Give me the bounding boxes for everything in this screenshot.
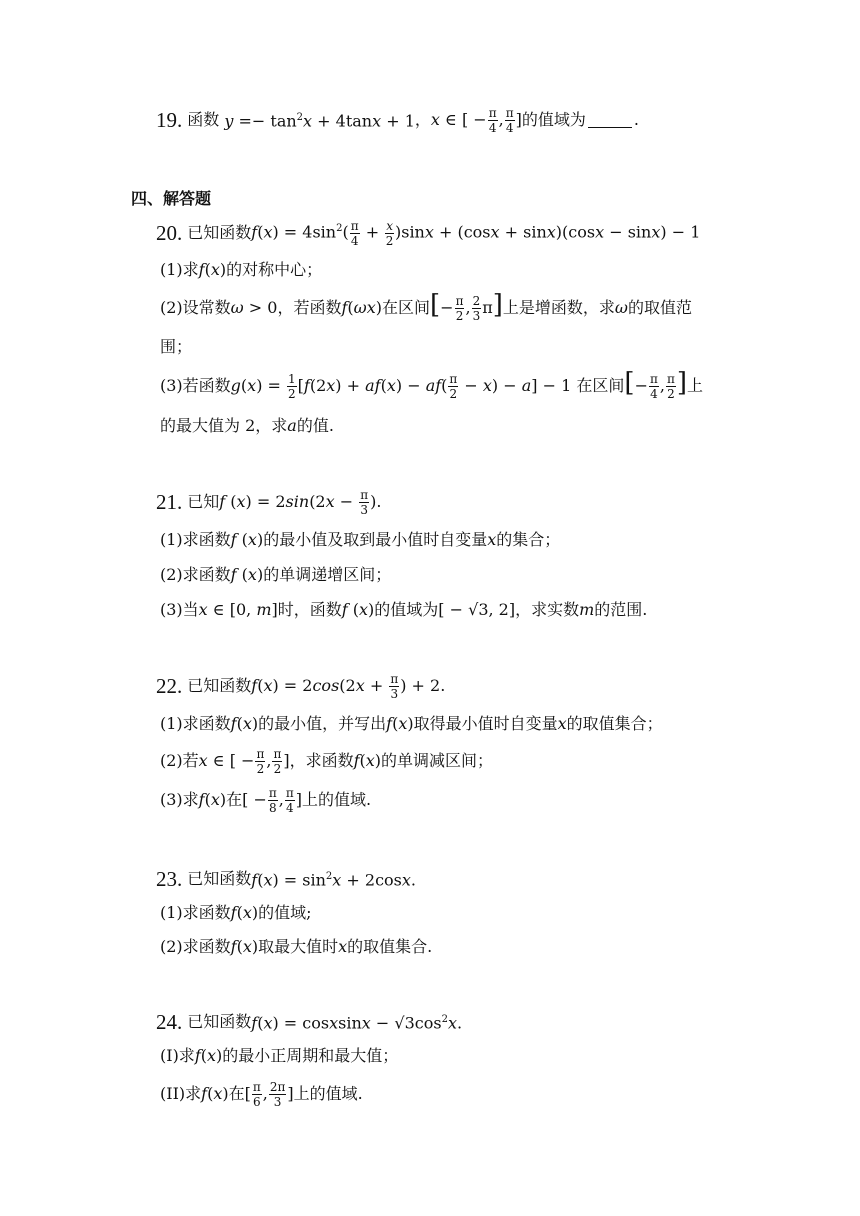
question-number: 19. bbox=[156, 108, 183, 132]
question-22: 22. 已知函数 f(x) = 2cos(2x + $\frac{\pi}{3}$ ) + 2. bbox=[156, 671, 446, 701]
formula: f (x) = 2sin(2x − $\frac{\pi}{3}$ ). bbox=[219, 487, 382, 517]
question-23-part-2: (2)求函数 f(x) 取最大值时 x 的取值集合. bbox=[160, 937, 433, 956]
formula: $f(x) = \sin^2x + 2\cos x$. bbox=[251, 870, 417, 890]
question-24-part-2: (II)求 f(x) 在 [ $\frac{\pi}{6}$ , $\frac{2\pi}{3}$ ] 上的值域. bbox=[160, 1079, 363, 1109]
formula: ω > 0 bbox=[230, 298, 278, 317]
question-20-part-3-cont: 的最大值为 2，求 a 的值. bbox=[160, 416, 334, 435]
formula: f (x) bbox=[230, 530, 264, 549]
question-20-part-2: (2)设常数 ω > 0 ，若函数 f(ωx) 在区间 [− $\frac{\pi}{2}$ , $\frac{2}{3}$ π] 上是增函数，求 ω 的取值范 bbox=[160, 289, 692, 323]
question-20-part-3: (3)若函数 g(x) = $\frac{1}{2}$ [f(2x) + af(x) − af( $\frac{\pi}{2}$ − x) − a] − 1 在区间 [− $\frac{\pi}{4}$ , $\frac{\pi}{2}$ ] 上 bbox=[160, 367, 704, 401]
question-20: 20. 已知函数 $f(x) = 4\sin^2$( $\frac{\pi}{4}$ + $\frac{x}{2}$ )sinx + (cosx + sinx)(cosx − sinx) − 1 bbox=[156, 218, 701, 248]
formula: $y =- \tan^2x + 4\tan x + 1$ bbox=[224, 111, 415, 131]
formula: f(x) = cosxsinx − $√3\cos^2x$. bbox=[251, 1013, 463, 1033]
formula: $f(x) = 4\sin^2$( $\frac{\pi}{4}$ + $\frac{x}{2}$ )sinx + (cosx + sinx)(cosx − sinx) − 1 bbox=[251, 218, 701, 248]
formula: g(x) = $\frac{1}{2}$ [f(2x) + af(x) − af( $\frac{\pi}{2}$ − x) − a] − 1 bbox=[230, 371, 577, 401]
formula: x bbox=[487, 530, 497, 549]
formula: f(x) bbox=[230, 714, 259, 733]
formula: f(x) bbox=[386, 714, 414, 733]
formula: f (x) bbox=[341, 600, 375, 619]
question-21-part-3: (3)当 x ∈ [0, m] 时，函数 f (x) 的值域为 [ − √3, 2] ，求实数 m 的范围. bbox=[160, 600, 648, 619]
interval-formula: [− $\frac{\pi}{4}$ , $\frac{\pi}{2}$ ] bbox=[624, 367, 687, 401]
formula: f(x) = 2cos(2x + $\frac{\pi}{3}$ ) + 2. bbox=[251, 671, 446, 701]
formula: f(x) bbox=[201, 1084, 229, 1103]
formula: f(x) bbox=[353, 751, 382, 770]
formula: x ∈ [ − $\frac{\pi}{2}$ , $\frac{\pi}{2}$ ] bbox=[198, 746, 290, 776]
question-22-part-1: (1)求函数 f(x) 的最小值，并写出 f(x) 取得最小值时自变量 x 的取值集合； bbox=[160, 714, 663, 733]
interval-formula: [− $\frac{\pi}{2}$ , $\frac{2}{3}$ π] bbox=[430, 289, 503, 323]
question-20-part-2-cont: 围； bbox=[160, 337, 193, 356]
question-21-part-2: (2)求函数 f (x) 的单调递增区间； bbox=[160, 565, 392, 584]
formula: f(ωx) bbox=[341, 298, 382, 317]
question-23-part-1: (1)求函数 f(x) 的值域; bbox=[160, 903, 312, 922]
formula: x bbox=[557, 714, 567, 733]
question-21: 21. 已知 f (x) = 2sin(2x − $\frac{\pi}{3}$ ). bbox=[156, 487, 382, 517]
formula: x bbox=[338, 937, 348, 956]
formula: ω bbox=[614, 298, 628, 317]
formula: a bbox=[287, 416, 297, 435]
question-21-part-1: (1)求函数 f (x) 的最小值及取到最小值时自变量 x 的集合； bbox=[160, 530, 561, 549]
question-23: 23. 已知函数 $f(x) = \sin^2x + 2\cos x$. bbox=[156, 867, 417, 891]
question-number: 24. bbox=[156, 1010, 183, 1034]
answer-blank bbox=[588, 113, 632, 128]
formula: f(x) bbox=[198, 790, 227, 809]
formula: [ $\frac{\pi}{6}$ , $\frac{2\pi}{3}$ ] bbox=[244, 1079, 294, 1109]
question-22-part-2: (2)若 x ∈ [ − $\frac{\pi}{2}$ , $\frac{\pi}{2}$ ] ，求函数 f(x) 的单调减区间； bbox=[160, 746, 494, 776]
question-number: 22. bbox=[156, 674, 183, 698]
question-20-part-1: (1)求 f(x) 的对称中心； bbox=[160, 260, 323, 279]
formula: f(x) bbox=[230, 937, 259, 956]
question-number: 23. bbox=[156, 867, 183, 891]
formula: x ∈ [0, m] bbox=[198, 600, 278, 619]
question-number: 21. bbox=[156, 490, 183, 514]
section-title: 四、解答题 bbox=[131, 189, 212, 208]
question-number: 20. bbox=[156, 221, 183, 245]
question-19: 19. 函数 $y =- \tan^2x + 4\tan x + 1$ ， x ∈ [ − $\frac{\pi}{4}$ , $\frac{\pi}{4}$ ] 的值域为 . bbox=[156, 105, 639, 135]
domain-formula: x ∈ [ − $\frac{\pi}{4}$ , $\frac{\pi}{4}$ ] bbox=[430, 105, 522, 135]
formula: f(x) bbox=[230, 903, 259, 922]
question-24: 24. 已知函数 f(x) = cosxsinx − $√3\cos^2x$. bbox=[156, 1010, 463, 1034]
formula: m bbox=[579, 600, 595, 619]
formula: f(x) bbox=[194, 1046, 223, 1065]
formula: [ − $\frac{\pi}{8}$ , $\frac{\pi}{4}$ ] bbox=[242, 785, 302, 815]
formula: f (x) bbox=[230, 565, 264, 584]
question-24-part-1: (I)求 f(x) 的最小正周期和最大值； bbox=[160, 1046, 399, 1065]
formula: [ − √3, 2] bbox=[438, 600, 516, 619]
formula: f(x) bbox=[198, 260, 227, 279]
question-22-part-3: (3)求 f(x) 在 [ − $\frac{\pi}{8}$ , $\frac{\pi}{4}$ ] 上的值域. bbox=[160, 785, 372, 815]
